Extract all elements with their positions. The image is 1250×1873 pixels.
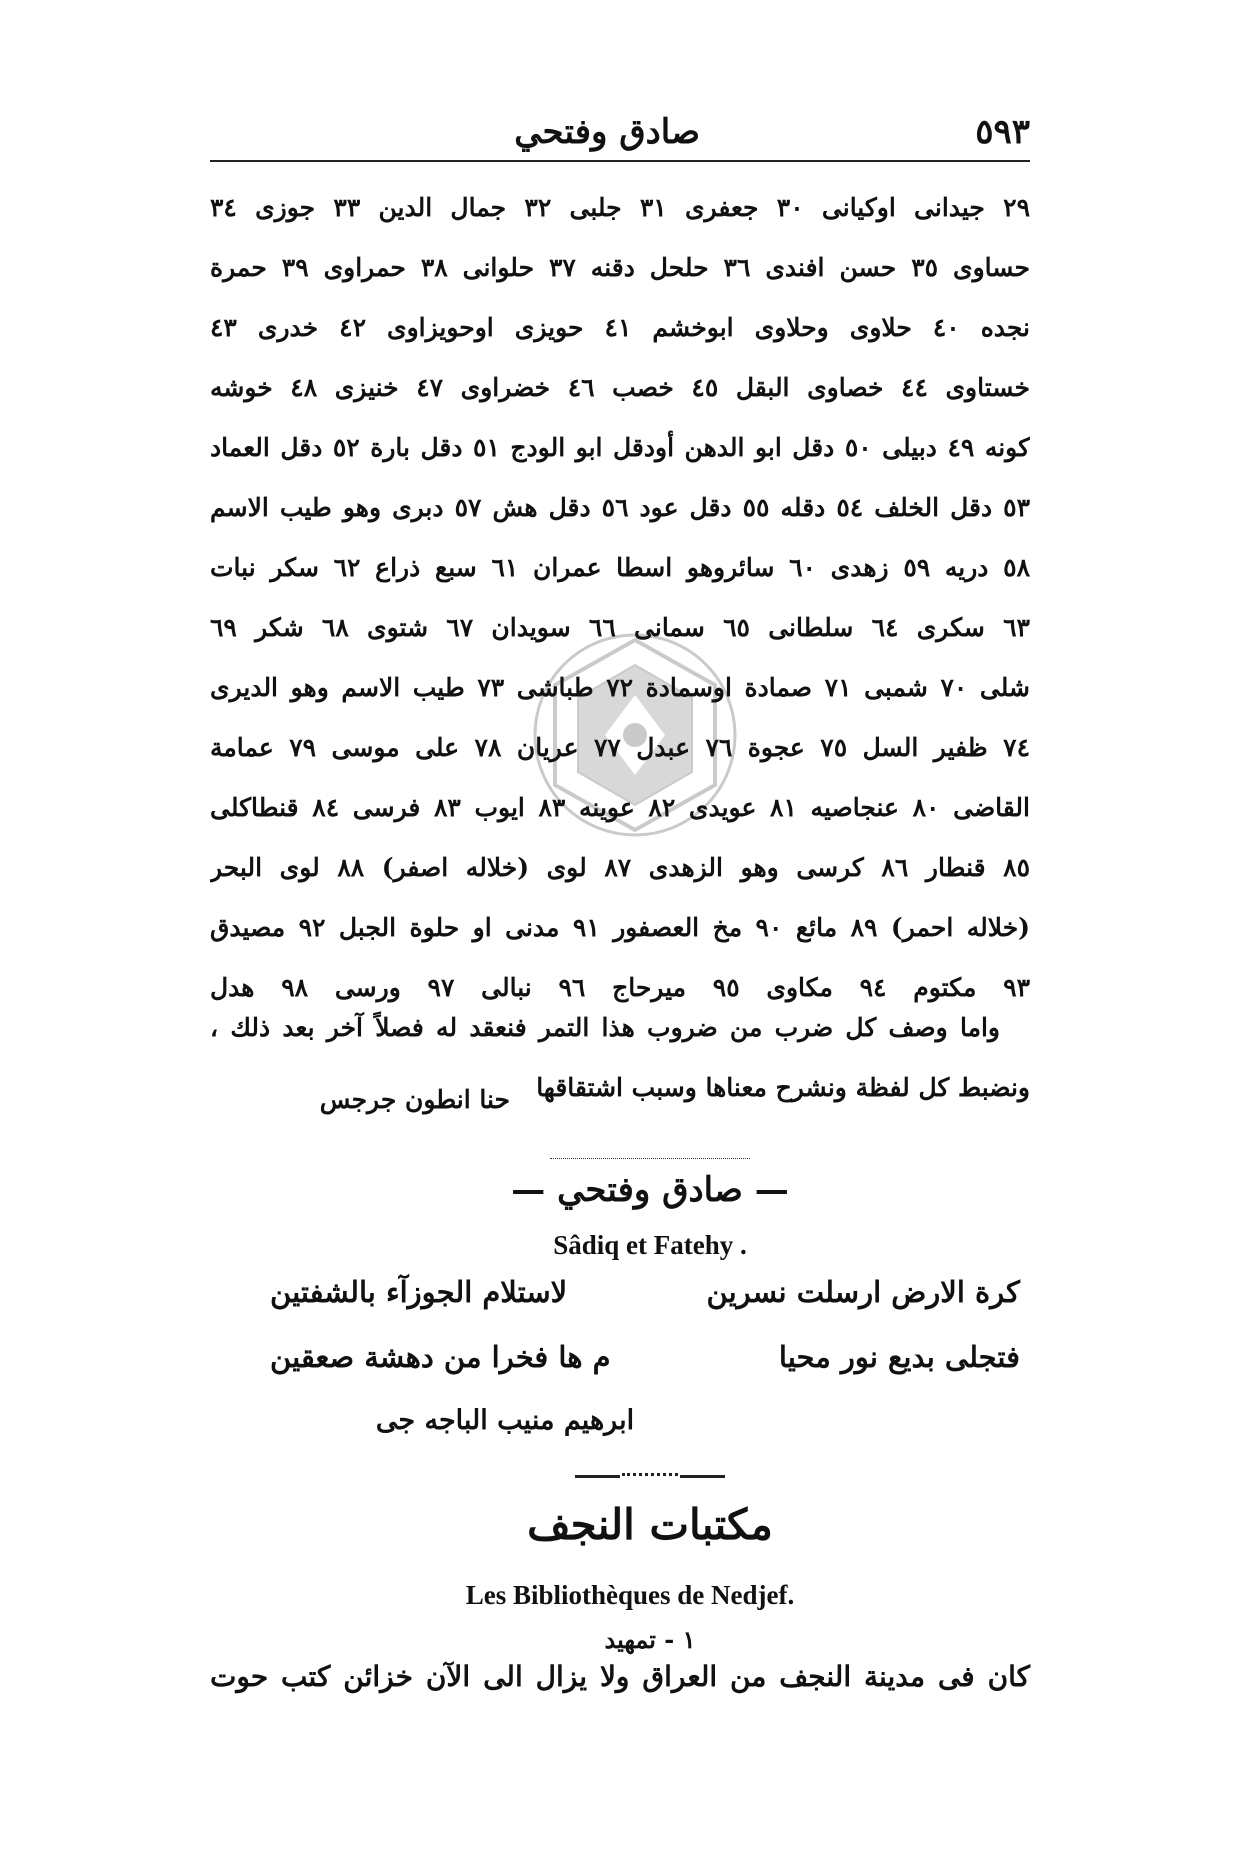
- list-line: (خلاله احمر) ٨٩ مائع ٩٠ مخ العصفور ٩١ مدنى او حلوة الجبل ٩٢ مصيدق: [210, 913, 1030, 942]
- subheading: ١ - تمهيد: [604, 1625, 696, 1654]
- list-line: ٧٤ ظفير السل ٧٥ عجوة ٧٦ عبدل ٧٧ عريان ٧٨ على موسى ٧٩ عمامة: [210, 733, 1030, 762]
- list-line: حساوى ٣٥ حسن افندى ٣٦ حلحل دقنه ٣٧ حلوانى ٣٨ حمراوى ٣٩ حمرة: [210, 253, 1030, 282]
- paragraph-line: ونضبط كل لفظة ونشرح معناها وسبب اشتقاقها: [536, 1073, 1030, 1102]
- list-line: شلى ٧٠ شمبى ٧١ صمادة اوسمادة ٧٢ طباشى ٧٣ طيب الاسم وهو الديرى: [210, 673, 1030, 702]
- header-rule: [210, 160, 1030, 162]
- poet-signature: ابرهيم منيب الباجه جى: [375, 1405, 635, 1436]
- list-line: كونه ٤٩ دبيلى ٥٠ دقل ابو الدهن أودقل ابو الودج ٥١ دقل بارة ٥٢ دقل العماد: [210, 433, 1030, 462]
- poem-latin-title: Sâdiq et Fatehy .: [553, 1230, 747, 1260]
- list-line: ٥٨ دريه ٥٩ زهدى ٦٠ سائروهو اسطا عمران ٦١ سبع ذراع ٦٢ سكر نبات: [210, 553, 1030, 582]
- poem-title: — صادق وفتحي —: [511, 1170, 789, 1210]
- list-line: ٥٣ دقل الخلف ٥٤ دقله ٥٥ دقل عود ٥٦ دقل هش ٥٧ دبرى وهو طيب الاسم: [210, 493, 1030, 522]
- section-divider: [550, 1158, 750, 1159]
- section-title: مكتبات النجف: [527, 1500, 773, 1549]
- author-signature: حنا انطون جرجس: [319, 1085, 510, 1114]
- body-text-line: كان فى مدينة النجف من العراق ولا يزال الى الآن خزائن كتب حوت: [210, 1660, 1030, 1693]
- list-line: ٩٣ مكتوم ٩٤ مكاوى ٩٥ ميرحاج ٩٦ نبالى ٩٧ ورسى ٩٨ هدل: [210, 973, 1030, 1002]
- list-line: نجده ٤٠ حلاوى وحلاوى ابوخشم ٤١ حويزى اوحويزاوى ٤٢ خدرى ٤٣: [210, 313, 1030, 342]
- poem-verse: [270, 1340, 1020, 1390]
- list-line: ٢٩ جيدانى اوكيانى ٣٠ جعفرى ٣١ جلبى ٣٢ جمال الدين ٣٣ جوزى ٣٤: [210, 193, 1030, 222]
- verse-second-hemistich: لاستلام الجوزآء بالشفتين: [270, 1275, 568, 1309]
- list-line: ٦٣ سكرى ٦٤ سلطانى ٦٥ سمانى ٦٦ سويدان ٦٧ شتوى ٦٨ شكر ٦٩: [210, 613, 1030, 642]
- section-latin-title: Les Bibliothèques de Nedjef.: [465, 1580, 795, 1610]
- running-title: صادق وفتحي: [514, 112, 700, 152]
- verse-first-hemistich: كرة الارض ارسلت نسرين: [706, 1275, 1020, 1309]
- paragraph-line: واما وصف كل ضرب من ضروب هذا التمر فنعقد له فصلاً آخر بعد ذلك ،: [210, 1013, 1000, 1042]
- list-line: ٨٥ قنطار ٨٦ كرسى وهو الزهدى ٨٧ لوى (خلاله اصفر) ٨٨ لوى البحر: [210, 853, 1030, 882]
- verse-second-hemistich: م ها فخرا من دهشة صعقين: [270, 1340, 611, 1374]
- poem-verse: [270, 1275, 1020, 1325]
- list-line: خستاوى ٤٤ خصاوى البقل ٤٥ خصب ٤٦ خضراوى ٤٧ خنيزى ٤٨ خوشه: [210, 373, 1030, 402]
- page-number: ٥٩٣: [975, 112, 1030, 152]
- verse-first-hemistich: فتجلى بديع نور محيا: [778, 1340, 1020, 1374]
- fruit-variety-list: [210, 178, 1030, 1018]
- ornamental-divider: [575, 1473, 725, 1479]
- list-line: القاضى ٨٠ عنجاصيه ٨١ عويدى ٨٢ عوينه ٨٣ ايوب ٨٣ فرسى ٨٤ قنطاكلى: [210, 793, 1030, 822]
